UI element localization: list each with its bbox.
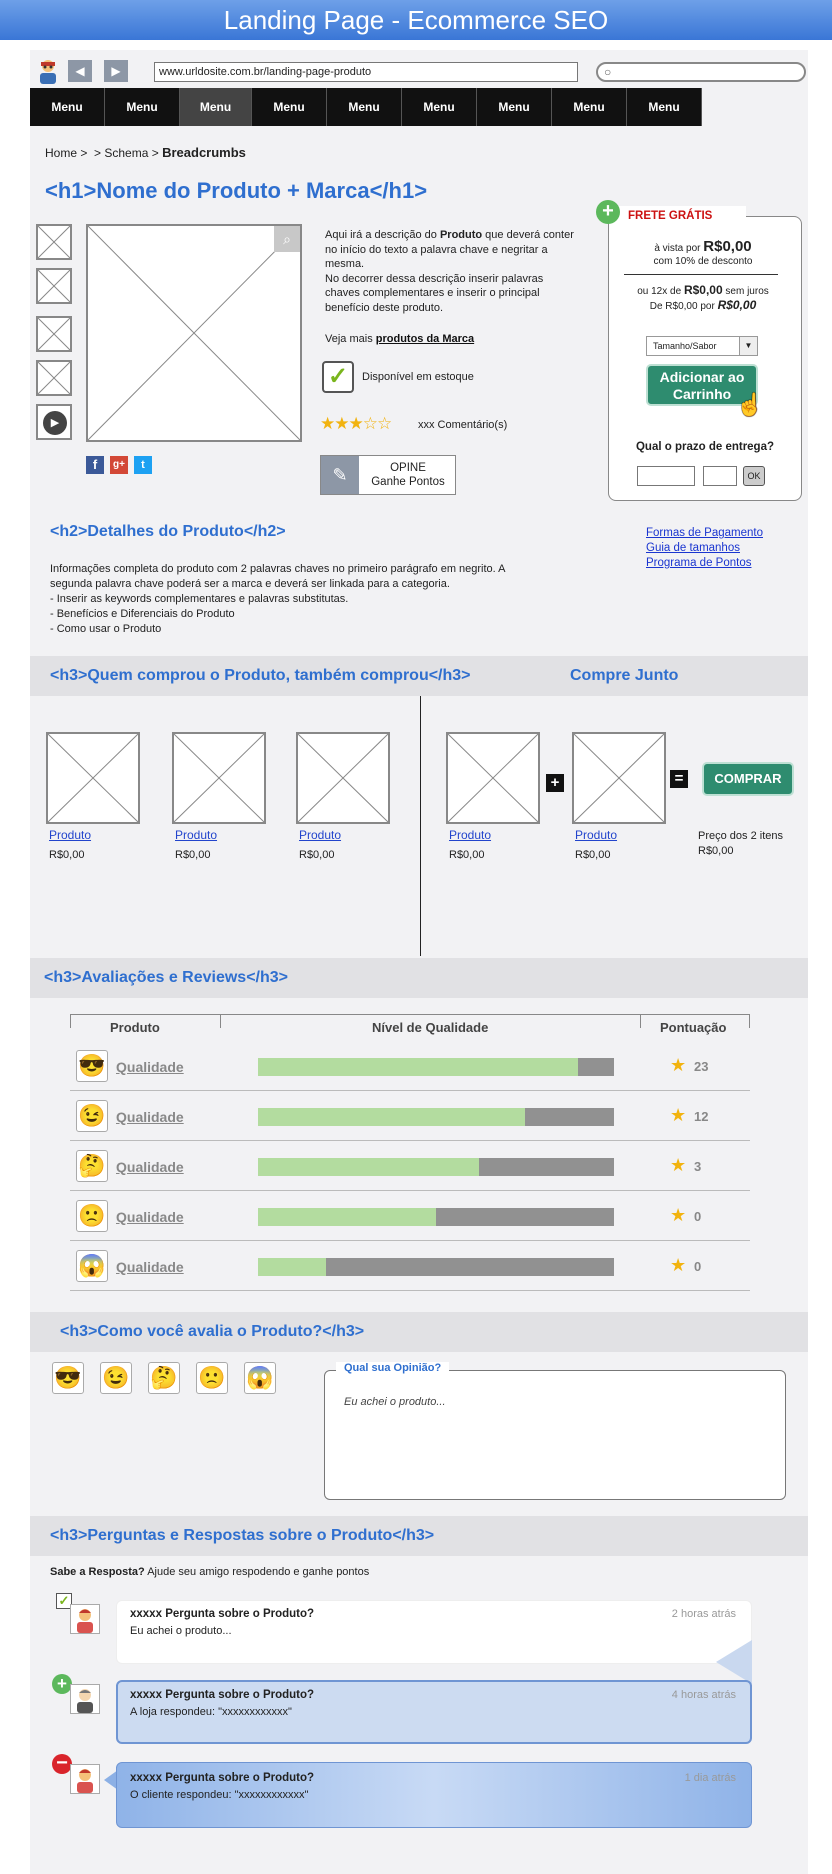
related-product-price-1: R$0,00: [49, 849, 85, 861]
review-row-divider: [70, 1090, 750, 1091]
qa-avatar-1: [70, 1604, 100, 1634]
rate-face-button-2[interactable]: 😉: [100, 1362, 132, 1394]
add-to-cart-button[interactable]: Adicionar ao Carrinho: [646, 364, 758, 406]
forward-button[interactable]: ▶: [104, 60, 128, 82]
edit-icon: ✎: [321, 456, 359, 494]
qa-time-3: 1 dia atrás: [684, 1772, 736, 1784]
thumbnail-4[interactable]: [36, 360, 72, 396]
installments: ou 12x de R$0,00 sem juros: [637, 283, 769, 297]
equals-sign: =: [670, 770, 688, 788]
review-quality-link-4[interactable]: Qualidade: [116, 1209, 184, 1225]
qa-avatar-3: [70, 1764, 100, 1794]
opinion-box[interactable]: [324, 1370, 786, 1500]
qa-body-1: Eu achei o produto...: [130, 1625, 232, 1637]
related-product-link-3[interactable]: Produto: [299, 828, 342, 842]
qa-title-2: xxxxx Pergunta sobre o Produto?: [130, 1689, 315, 1701]
search-icon: ○: [604, 65, 612, 79]
related-product-price-3: R$0,00: [299, 849, 335, 861]
related-product-link-2[interactable]: Produto: [175, 828, 218, 842]
twitter-icon[interactable]: t: [134, 456, 152, 474]
rate-face-button-5[interactable]: 😱: [244, 1362, 276, 1394]
reviews-col-quality: Nível de Qualidade: [372, 1020, 489, 1035]
review-score-2: 12: [694, 1109, 709, 1124]
together-product-link-1[interactable]: Produto: [449, 828, 492, 842]
avatar-icon: [36, 58, 60, 84]
review-face-icon-1: 😎: [76, 1050, 108, 1082]
score-star-icon-3: ★: [670, 1155, 687, 1175]
breadcrumb-home[interactable]: Home >: [45, 146, 88, 160]
opinion-input[interactable]: Eu achei o produto...: [344, 1396, 446, 1408]
qa-time-1: 2 horas atrás: [671, 1608, 736, 1620]
together-product-image-2[interactable]: [572, 732, 666, 824]
search-input[interactable]: [596, 62, 806, 82]
price-from: De R$0,00 por R$0,00: [649, 298, 757, 312]
qa-check-icon: ✓: [56, 1593, 72, 1609]
together-product-link-2[interactable]: Produto: [575, 828, 618, 842]
score-star-icon-1: ★: [670, 1055, 687, 1075]
rating-stars: ★★★☆☆: [320, 414, 392, 433]
zoom-icon[interactable]: ⌕: [274, 226, 300, 252]
thumbnail-3[interactable]: [36, 316, 72, 352]
review-quality-link-2[interactable]: Qualidade: [116, 1109, 184, 1125]
quality-bar-2: [258, 1108, 614, 1126]
play-icon: ▶: [43, 411, 67, 435]
cash-price: à vista por R$0,00: [654, 238, 752, 255]
qa-title-3: xxxxx Pergunta sobre o Produto?: [130, 1772, 315, 1784]
facebook-icon[interactable]: f: [86, 456, 104, 474]
payment-link[interactable]: Formas de Pagamento: [646, 527, 763, 539]
menu-item-8[interactable]: Menu: [552, 88, 627, 126]
menu-item-3[interactable]: Menu: [180, 88, 252, 126]
free-shipping-label: + FRETE GRÁTIS: [616, 206, 746, 226]
quality-bar-1: [258, 1058, 614, 1076]
breadcrumb-schema[interactable]: > Schema >: [94, 146, 159, 160]
related-product-price-2: R$0,00: [175, 849, 211, 861]
stock-status: Disponível em estoque: [362, 371, 474, 383]
side-links: [646, 526, 763, 571]
score-star-icon-2: ★: [670, 1105, 687, 1125]
reviews-section-header: <h3>Avaliações e Reviews</h3>: [30, 958, 808, 998]
qa-arrow-1: [716, 1640, 752, 1684]
qa-body-2: A loja respondeu: "xxxxxxxxxxxx": [130, 1706, 292, 1718]
qa-body-3: O cliente respondeu: "xxxxxxxxxxxx": [130, 1789, 309, 1801]
plus-icon: +: [596, 200, 620, 224]
quality-bar-4: [258, 1208, 614, 1226]
google-plus-icon[interactable]: g+: [110, 456, 128, 474]
menu-item-1[interactable]: Menu: [30, 88, 105, 126]
review-row-divider: [70, 1240, 750, 1241]
discount-text: com 10% de desconto: [653, 256, 753, 267]
related-product-image-2[interactable]: [172, 732, 266, 824]
thumbnail-1[interactable]: [36, 224, 72, 260]
stock-check-icon: ✓: [322, 361, 354, 393]
thumbnail-2[interactable]: [36, 268, 72, 304]
review-score-4: 0: [694, 1209, 702, 1224]
qa-intro: Sabe a Resposta? Ajude seu amigo respodendo e ganhe pontos: [50, 1566, 370, 1578]
together-product-price-1: R$0,00: [449, 849, 485, 861]
reviews-header-line: [70, 1014, 750, 1015]
plus-sign: +: [546, 774, 564, 792]
product-description: Aqui irá a descrição do Produto que deverá conter no início do texto a palavra chave e negritar a mesma. No decorrer dessa descrição inserir palavras chaves complementares e inserir o principal benefício deste produto.: [325, 229, 574, 314]
qa-minus-icon: −: [52, 1754, 72, 1774]
review-row-divider: [70, 1140, 750, 1141]
delivery-question: Qual o prazo de entrega?: [635, 441, 775, 453]
rate-section-header: <h3>Como você avalia o Produto?</h3>: [30, 1312, 808, 1352]
rate-face-button-1[interactable]: 😎: [52, 1362, 84, 1394]
bought-section-header: <h3>Quem comprou o Produto, também comprou</h3> Compre Junto: [30, 656, 808, 696]
section-divider: [420, 696, 421, 956]
back-button[interactable]: ◀: [68, 60, 92, 82]
qa-add-icon: +: [52, 1674, 72, 1694]
review-quality-link-1[interactable]: Qualidade: [116, 1059, 184, 1075]
review-face-icon-5: 😱: [76, 1250, 108, 1282]
together-product-image-1[interactable]: [446, 732, 540, 824]
zipcode-ok-button[interactable]: OK: [743, 466, 765, 486]
buybox-divider: [624, 274, 778, 275]
quality-bar-fill: [258, 1058, 578, 1076]
rate-face-button-3[interactable]: 🤔: [148, 1362, 180, 1394]
zipcode-input-1[interactable]: [637, 466, 695, 486]
chevron-down-icon: ▼: [739, 337, 757, 355]
review-score-3: 3: [694, 1159, 702, 1174]
menu-item-7[interactable]: Menu: [477, 88, 552, 126]
review-face-icon-2: 😉: [76, 1100, 108, 1132]
quality-bar-5: [258, 1258, 614, 1276]
quality-bar-3: [258, 1158, 614, 1176]
opine-button[interactable]: ✎ OPINE Ganhe Pontos: [320, 455, 456, 495]
page-title: <h1>Nome do Produto + Marca</h1>: [45, 178, 428, 203]
quality-bar-fill: [258, 1158, 479, 1176]
together-price-label: Preço dos 2 itens: [698, 830, 783, 842]
hand-cursor-icon: ☝: [736, 392, 764, 417]
quality-bar-fill: [258, 1258, 326, 1276]
review-row-divider: [70, 1190, 750, 1191]
breadcrumb: [45, 145, 246, 160]
quality-bar-fill: [258, 1108, 525, 1126]
comments-count[interactable]: xxx Comentário(s): [418, 419, 508, 431]
menu-item-2[interactable]: Menu: [105, 88, 180, 126]
related-product-link-1[interactable]: Produto: [49, 828, 92, 842]
size-flavor-select[interactable]: Tamanho/Sabor ▼: [646, 336, 758, 356]
breadcrumb-current: Breadcrumbs: [162, 145, 246, 160]
menu-item-9[interactable]: Menu: [627, 88, 702, 126]
product-main-image: [86, 224, 302, 442]
details-heading: <h2>Detalhes do Produto</h2>: [50, 523, 286, 540]
review-quality-link-5[interactable]: Qualidade: [116, 1259, 184, 1275]
size-guide-link[interactable]: Guia de tamanhos: [646, 542, 740, 554]
qa-avatar-2: [70, 1684, 100, 1714]
together-price: R$0,00: [698, 845, 734, 857]
qa-title-1: xxxxx Pergunta sobre o Produto?: [130, 1608, 315, 1620]
reviews-col-score: Pontuação: [660, 1020, 727, 1035]
rate-face-button-4[interactable]: 🙁: [196, 1362, 228, 1394]
related-product-image-3[interactable]: [296, 732, 390, 824]
details-text: Informações completa do produto com 2 palavras chaves no primeiro parágrafo em negrito. A segunda palavra chave poderá ser a marca e deverá ser linkada para a categoria. - Inserir as keywords complementares e palavras substitutas. - Benefícios e Diferenciais do Produto - Como usar o Produto: [50, 563, 506, 635]
comprar-button[interactable]: COMPRAR: [702, 762, 794, 796]
qa-time-2: 4 horas atrás: [671, 1689, 736, 1701]
review-face-icon-4: 🙁: [76, 1200, 108, 1232]
qa-section-header: <h3>Perguntas e Respostas sobre o Produto</h3>: [30, 1516, 808, 1556]
score-star-icon-4: ★: [670, 1205, 687, 1225]
menu-item-6[interactable]: Menu: [402, 88, 477, 126]
brand-link[interactable]: produtos da Marca: [375, 333, 475, 345]
together-product-price-2: R$0,00: [575, 849, 611, 861]
review-score-1: 23: [694, 1059, 709, 1074]
video-thumbnail[interactable]: [36, 404, 72, 440]
page-banner: Landing Page - Ecommerce SEO: [0, 0, 832, 40]
points-link[interactable]: Programa de Pontos: [646, 557, 752, 569]
score-star-icon-5: ★: [670, 1255, 687, 1275]
review-row-divider: [70, 1290, 750, 1291]
opinion-title: Qual sua Opinião?: [336, 1362, 449, 1374]
review-quality-link-3[interactable]: Qualidade: [116, 1159, 184, 1175]
menu-item-5[interactable]: Menu: [327, 88, 402, 126]
related-product-image-1[interactable]: [46, 732, 140, 824]
review-face-icon-3: 🤔: [76, 1150, 108, 1182]
menu-item-4[interactable]: Menu: [252, 88, 327, 126]
url-input[interactable]: www.urldosite.com.br/landing-page-produto: [154, 62, 578, 82]
quality-bar-fill: [258, 1208, 436, 1226]
reviews-col-product: Produto: [110, 1020, 160, 1035]
see-more: Veja mais produtos da Marca: [325, 333, 475, 345]
review-score-5: 0: [694, 1259, 702, 1274]
zipcode-input-2[interactable]: [703, 466, 737, 486]
